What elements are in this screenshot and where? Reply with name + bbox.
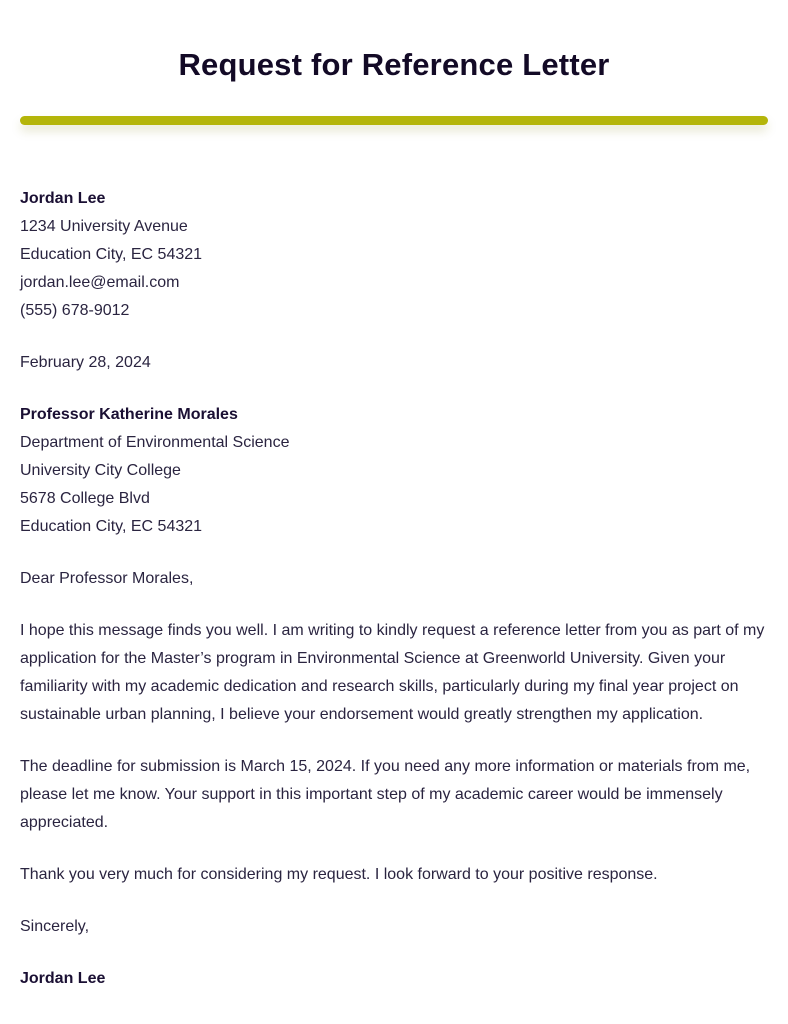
recipient-address-line2: Education City, EC 54321 xyxy=(20,518,203,535)
signature-name: Jordan Lee xyxy=(20,970,106,987)
sender-address-line2: Education City, EC 54321 xyxy=(20,246,203,263)
recipient-name: Professor Katherine Morales xyxy=(20,406,238,423)
paragraph-text: The deadline for submission is March 15, 2024. If you need any more information or materials from me, please let me know. Your support in this important step of my academic career would be immensely appreciated. xyxy=(20,758,751,831)
letter-body xyxy=(20,185,770,1017)
closing: Sincerely, xyxy=(20,918,90,935)
recipient-institution: University City College xyxy=(20,462,181,479)
recipient-address-line1: 5678 College Blvd xyxy=(20,490,150,507)
body-paragraph-1 xyxy=(20,617,770,729)
body-paragraph-3 xyxy=(20,861,770,889)
recipient-block xyxy=(20,401,770,541)
sender-name: Jordan Lee xyxy=(20,190,106,207)
sender-address-line1: 1234 University Avenue xyxy=(20,218,188,235)
sender-email: jordan.lee@email.com xyxy=(20,274,180,291)
signature-block xyxy=(20,965,770,993)
sender-phone: (555) 678-9012 xyxy=(20,302,130,319)
recipient-department: Department of Environmental Science xyxy=(20,434,290,451)
page-title: Request for Reference Letter xyxy=(178,47,610,82)
title-divider xyxy=(20,116,768,125)
paragraph-text: I hope this message finds you well. I am writing to kindly request a reference letter from you as part of my application for the Master’s program in Environmental Science at Greenworld University. Given your familiarity with my academic dedication and research skills, particularly during my final year project on sustainable urban planning, I believe your endorsement would greatly strengthen my application. xyxy=(20,622,765,723)
body-paragraph-2 xyxy=(20,753,770,837)
closing-block xyxy=(20,913,770,941)
letter-date: February 28, 2024 xyxy=(20,354,151,371)
salutation-block xyxy=(20,565,770,593)
paragraph-text: Thank you very much for considering my request. I look forward to your positive response. xyxy=(20,866,658,883)
sender-block xyxy=(20,185,770,325)
salutation: Dear Professor Morales, xyxy=(20,570,194,587)
date-block xyxy=(20,349,770,377)
